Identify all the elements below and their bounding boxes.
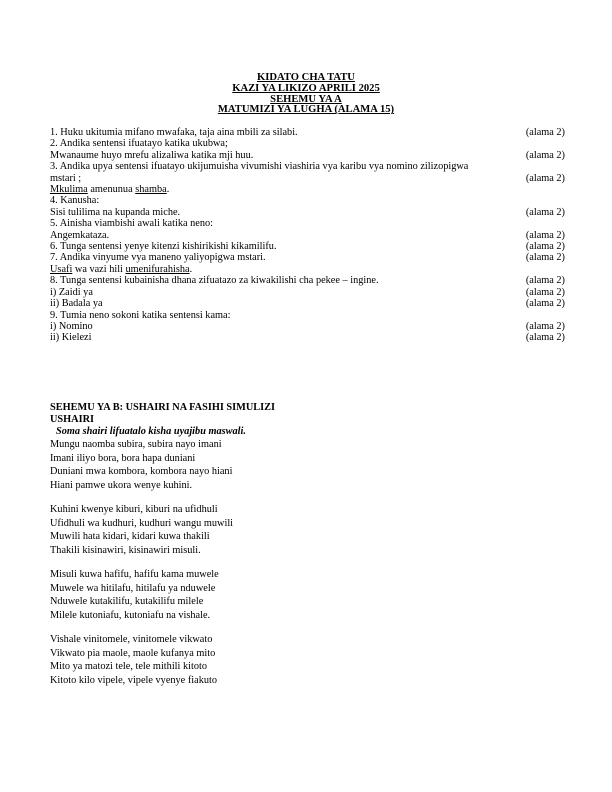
question-9-part-i [50, 321, 565, 332]
question-8-part-ii [50, 298, 565, 309]
question-6 [50, 241, 565, 252]
question-9-ii-marks: (alama 2) [525, 332, 565, 344]
poem-line: Vikwato pia maole, maole kufanya mito [50, 647, 216, 659]
poem-stanza-1 [50, 438, 565, 492]
poem-stanza-4 [50, 633, 565, 687]
question-8-ii-marks: (alama 2) [525, 298, 565, 310]
document-header [0, 73, 612, 116]
question-9-text: 9. Tumia neno sokoni katika sentensi kama: [50, 309, 231, 321]
header-assignment: KAZI YA LIKIZO APRILI 2025 [232, 82, 380, 94]
question-7 [50, 252, 565, 263]
question-3-continued [50, 173, 565, 184]
poem-line: Muwili hata kidari, kidari kuwa thakili [50, 531, 210, 543]
poem-line: Mungu naomba subira, subira nayo imani [50, 439, 222, 451]
question-9-i-marks: (alama 2) [525, 320, 565, 332]
poem-line: Vishale vinitomele, vinitomele vikwato [50, 634, 213, 646]
question-4-sentence-row [50, 207, 565, 218]
poem-line: Thakili kisinawiri, kisinawiri misuli. [50, 544, 201, 556]
question-8-ii-text: ii) Badala ya [50, 298, 103, 310]
sentence-part: wa vazi hili [72, 263, 126, 275]
question-3-marks: (alama 2) [525, 172, 565, 184]
section-a-questions [50, 127, 565, 344]
question-8-marks: (alama 2) [525, 275, 565, 287]
question-3-sentence [50, 184, 565, 195]
question-2-sentence-row [50, 150, 565, 161]
header-section-a-title: MATUMIZI YA LUGHA (ALAMA 15) [217, 104, 395, 116]
question-6-marks: (alama 2) [525, 241, 565, 253]
question-5-word: Angemkataza. [50, 229, 110, 241]
poem-line: Milele kutoniafu, kutoniafu na vishale. [50, 609, 211, 621]
question-4-sentence: Sisi tulilima na kupanda miche. [50, 206, 181, 218]
section-b-subtitle: USHAIRI [50, 414, 95, 426]
question-2-sentence: Mwanaume huyo mrefu alizaliwa katika mji huu. [50, 149, 254, 161]
question-9-ii-text: ii) Kielezi [50, 332, 92, 344]
question-5-word-row [50, 230, 565, 241]
question-9-i-text: i) Nomino [50, 320, 93, 332]
poem-line: Duniani mwa kombora, kombora nayo hiani [50, 466, 233, 478]
question-7-sentence [50, 264, 565, 275]
question-2-marks: (alama 2) [525, 149, 565, 161]
question-7-text: 7. Andika vinyume vya maneno yaliyopigwa mstari. [50, 252, 266, 264]
section-b-title: SEHEMU YA B: USHAIRI NA FASIHI SIMULIZI [50, 402, 276, 413]
underlined-word: shamba [135, 184, 167, 196]
poem-line: Kitoto kilo vipele, vipele vyenye fiakuto [50, 674, 217, 686]
sentence-end: . [189, 263, 193, 275]
sentence-end: . [166, 184, 170, 196]
question-4-marks: (alama 2) [525, 206, 565, 218]
question-8-i-marks: (alama 2) [525, 286, 565, 298]
underlined-word: Mkulima [50, 184, 88, 196]
question-5-text: 5. Ainisha viambishi awali katika neno: [50, 218, 214, 230]
question-8-text: 8. Tunga sentensi kubainisha dhana zifuatazo za kiwakilishi cha pekee – ingine. [50, 275, 379, 287]
poem-line: Muwele wa hitilafu, hitilafu ya nduwele [50, 582, 216, 594]
sentence-part: amenunua [87, 184, 136, 196]
question-3-text-cont: mstari ; [50, 172, 82, 184]
question-3-text: 3. Andika upya sentensi ifuatayo ukijumuisha vivumishi viashiria vya karibu vya nomino zilizopigwa [50, 161, 469, 173]
question-7-marks: (alama 2) [525, 252, 565, 264]
poem-line: Hiani pamwe ukora wenye kuhini. [50, 479, 193, 491]
question-1-marks: (alama 2) [525, 127, 565, 138]
poem-line: Nduwele kutakilifu, kutakilifu milele [50, 596, 204, 608]
question-6-text: 6. Tunga sentensi yenye kitenzi kishirikishi kikamilifu. [50, 241, 277, 253]
question-8 [50, 275, 565, 286]
question-8-i-text: i) Zaidi ya [50, 286, 93, 298]
underlined-word: umenifurahisha [125, 263, 190, 275]
question-8-part-i [50, 287, 565, 298]
poem-stanza-3 [50, 568, 565, 622]
question-5-marks: (alama 2) [525, 229, 565, 241]
header-class: KIDATO CHA TATU [257, 72, 355, 83]
underlined-word: Usafi [50, 263, 73, 275]
poem-line: Imani iliyo bora, bora hapa duniani [50, 452, 196, 464]
section-b [50, 402, 565, 698]
poem-line: Ufidhuli wa kudhuri, kudhuri wangu muwili [50, 517, 234, 529]
header-section-a: SEHEMU YA A [270, 93, 342, 105]
question-1 [50, 127, 565, 138]
question-2-text: 2. Andika sentensi ifuatayo katika ukubwa; [50, 138, 228, 150]
question-1-text: 1. Huku ukitumia mifano mwafaka, taja aina mbili za silabi. [50, 127, 298, 138]
poem-line: Misuli kuwa hafifu, hafifu kama muwele [50, 569, 219, 581]
question-9-part-ii [50, 332, 565, 343]
poem-line: Kuhini kwenye kiburi, kiburi na ufidhuli [50, 504, 218, 516]
poem-line: Mito ya matozi tele, tele mithili kitoto [50, 661, 207, 673]
poem-stanza-2 [50, 503, 565, 557]
question-4-text: 4. Kanusha: [50, 195, 100, 207]
poem-instruction: Soma shairi lifuatalo kisha uyajibu maswali. [56, 426, 246, 438]
